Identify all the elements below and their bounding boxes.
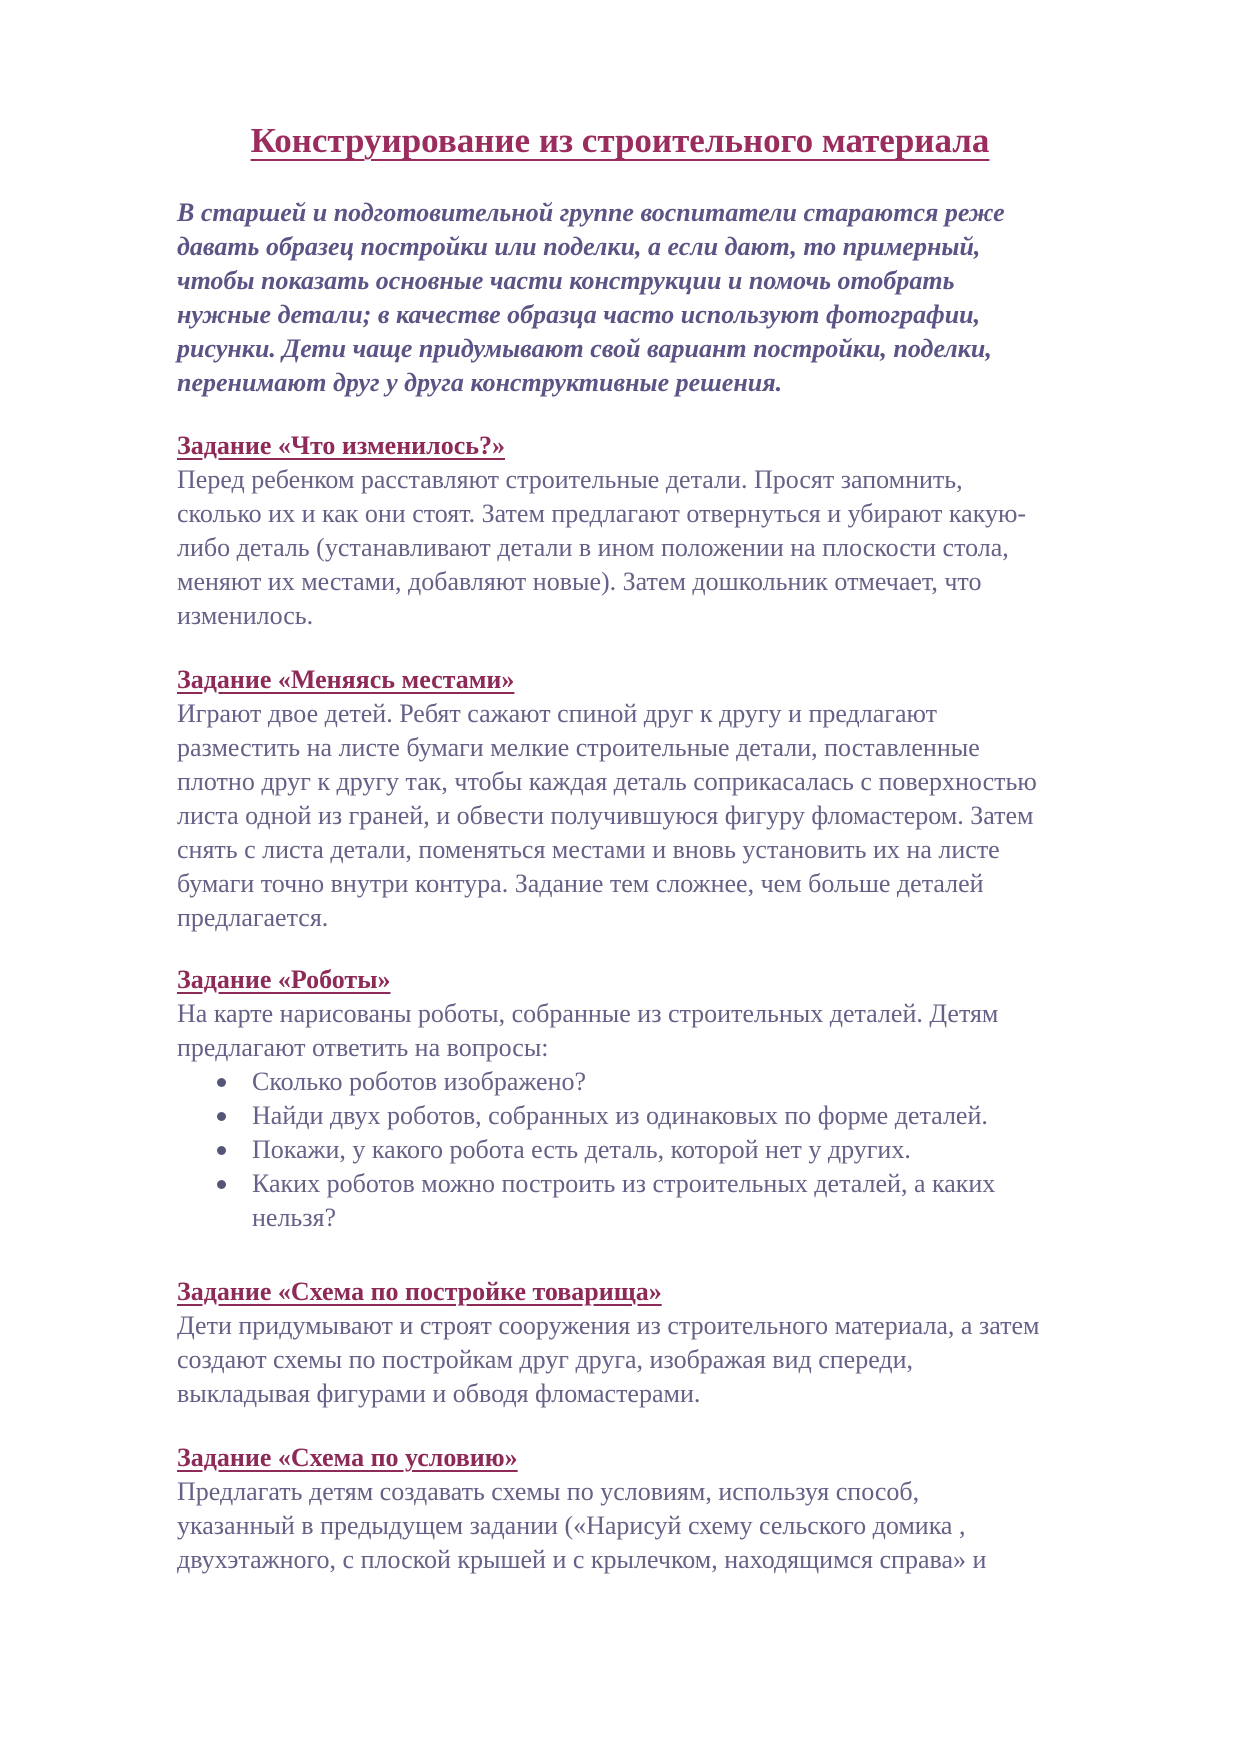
section-heading: Задание «Роботы» [177, 965, 391, 994]
text-line: На карте нарисованы роботы, собранные из строительных деталей. Детям [177, 999, 999, 1028]
text-line: либо деталь (устанавливают детали в ином положении на плоскости стола, [177, 533, 1009, 562]
text-line: плотно друг к другу так, чтобы каждая деталь соприкасалась с поверхностью [177, 767, 1037, 796]
text-line: Предлагать детям создавать схемы по условиям, используя способ, [177, 1477, 920, 1506]
text-line: меняют их местами, добавляют новые). Затем дошкольник отмечает, что [177, 567, 982, 596]
text-line: указанный в предыдущем задании («Нарисуй схему сельского домика , [177, 1511, 966, 1540]
list-item: Покажи, у какого робота есть деталь, которой нет у других. [177, 1133, 1162, 1167]
intro-line: рисунки. Дети чаще придумывают свой вариант постройки, поделки, [177, 334, 992, 363]
intro-line: чтобы показать основные части конструкции и помочь отобрать [177, 266, 955, 295]
section-heading: Задание «Схема по постройке товарища» [177, 1277, 662, 1306]
section-text [177, 1475, 1162, 1577]
list-item: Найди двух роботов, собранных из одинаковых по форме деталей. [177, 1099, 1162, 1133]
text-line: изменилось. [177, 601, 314, 630]
intro-line: давать образец постройки или поделки, а если дают, то примерный, [177, 232, 981, 261]
bullet-icon [217, 1146, 226, 1155]
section-heading: Задание «Что изменилось?» [177, 431, 506, 460]
intro-paragraph [177, 196, 1137, 400]
question-list [177, 1065, 1162, 1235]
text-line: листа одной из граней, и обвести получившуюся фигуру фломастером. Затем [177, 801, 1034, 830]
text-line: разместить на листе бумаги мелкие строительные детали, поставленные [177, 733, 980, 762]
bullet-icon [217, 1112, 226, 1121]
text-line: выкладывая фигурами и обводя фломастерами. [177, 1379, 701, 1408]
section-swap-places [177, 663, 1162, 935]
section-heading: Задание «Схема по условию» [177, 1443, 518, 1472]
bullet-icon [217, 1180, 226, 1189]
text-line: Перед ребенком расставляют строительные детали. Просят запомнить, [177, 465, 963, 494]
bullet-icon [217, 1078, 226, 1087]
section-heading: Задание «Меняясь местами» [177, 665, 515, 694]
text-line: создают схемы по постройкам друг друга, изображая вид спереди, [177, 1345, 914, 1374]
intro-line: нужные детали; в качестве образца часто используют фотографии, [177, 300, 981, 329]
section-text [177, 997, 1162, 1065]
intro-line: В старшей и подготовительной группе воспитатели стараются реже [177, 198, 1005, 227]
text-line: снять с листа детали, поменяться местами и вновь установить их на листе [177, 835, 1000, 864]
section-text [177, 697, 1162, 935]
text-line: бумаги точно внутри контура. Задание тем сложнее, чем больше деталей [177, 869, 984, 898]
section-what-changed [177, 429, 1162, 633]
text-line: сколько их и как они стоят. Затем предлагают отвернуться и убирают какую- [177, 499, 1027, 528]
text-line: Дети придумывают и строят сооружения из строительного материала, а затем [177, 1311, 1040, 1340]
page-title: Конструирование из строительного материала [250, 121, 990, 160]
section-text [177, 1309, 1162, 1411]
section-friend-scheme [177, 1275, 1162, 1411]
section-robots [177, 963, 1162, 1235]
text-line: предлагают ответить на вопросы: [177, 1033, 549, 1062]
section-text [177, 463, 1162, 633]
list-item: Сколько роботов изображено? [177, 1065, 1162, 1099]
text-line: Играют двое детей. Ребят сажают спиной друг к другу и предлагают [177, 699, 937, 728]
section-condition-scheme [177, 1441, 1162, 1577]
intro-line: перенимают друг у друга конструктивные решения. [177, 368, 783, 397]
text-line: предлагается. [177, 903, 329, 932]
text-line: двухэтажного, с плоской крышей и с крылечком, находящимся справа» и [177, 1545, 987, 1574]
list-item: Каких роботов можно построить из строительных деталей, а каких нельзя? [177, 1167, 1162, 1235]
